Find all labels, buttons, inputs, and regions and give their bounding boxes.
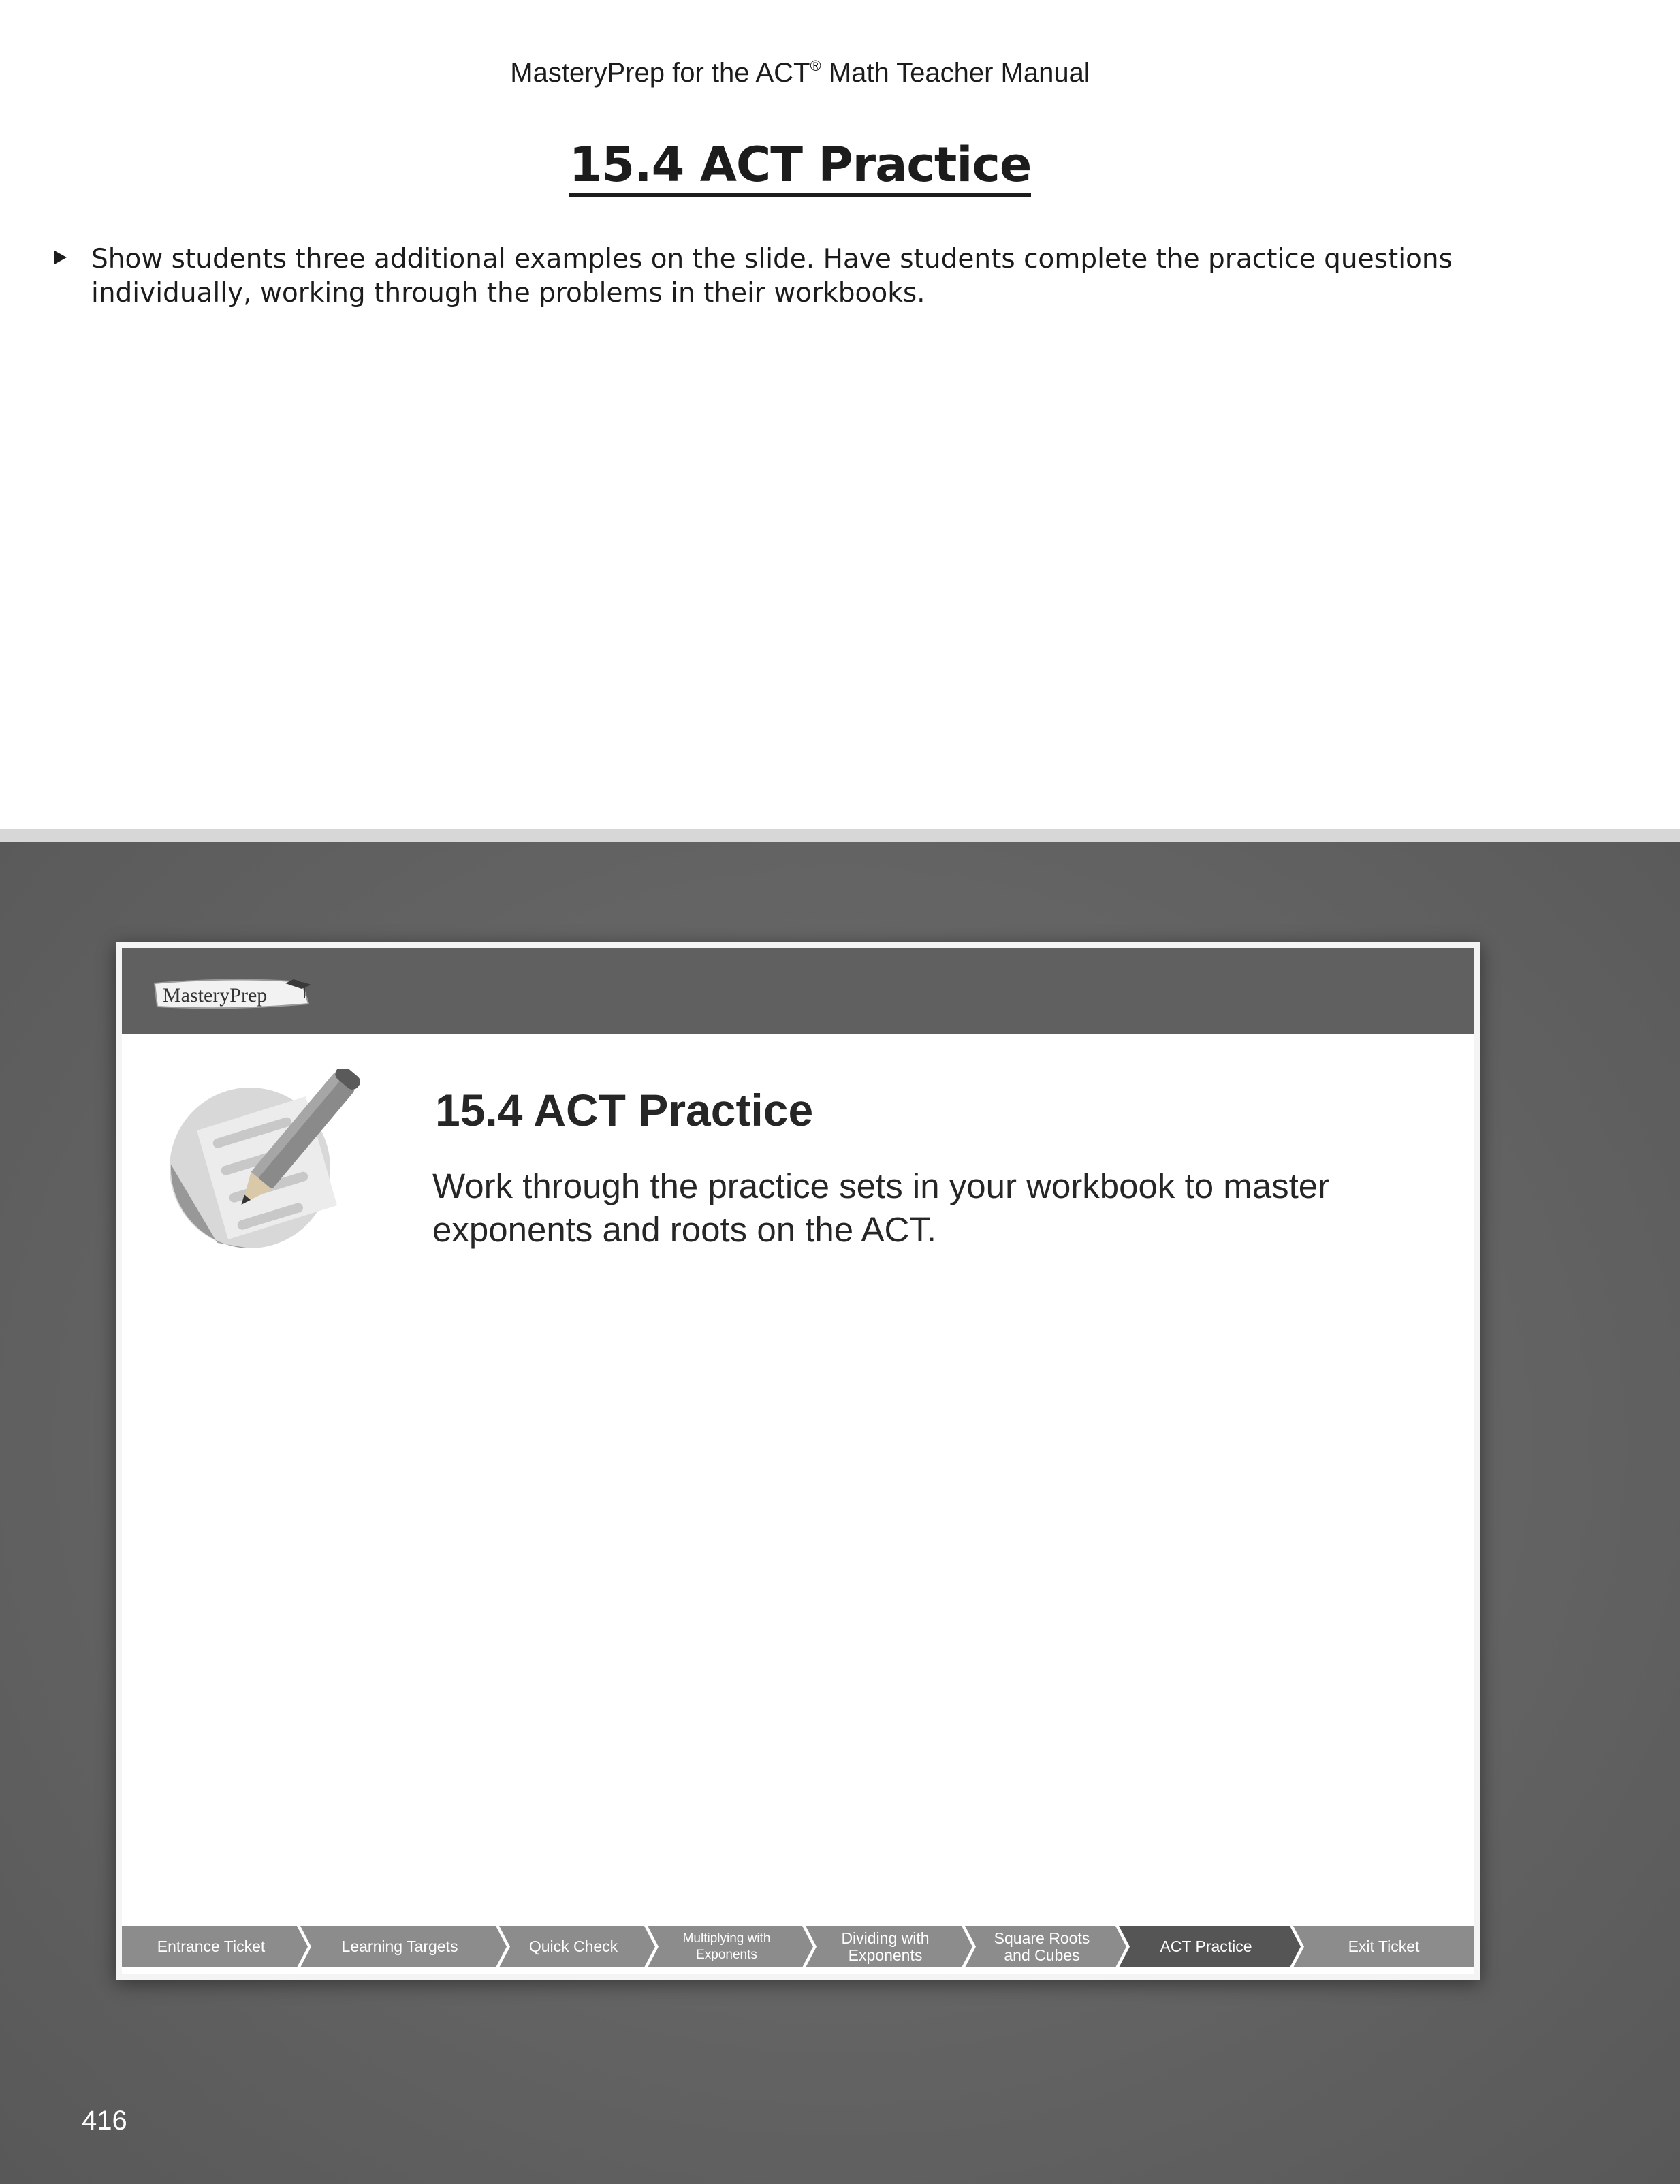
nav-item-multiplying-with-exponents[interactable] xyxy=(648,1926,806,1967)
nav-label: Square Roots and Cubes xyxy=(994,1929,1090,1964)
section-title xyxy=(0,137,1600,197)
slide-header-bar xyxy=(122,948,1474,1034)
nav-label: Entrance Ticket xyxy=(157,1937,266,1955)
masteryprep-logo xyxy=(150,978,313,1011)
slide-body-text: Work through the practice sets in your workbook to master exponents and roots on the ACT. xyxy=(432,1167,1330,1249)
presentation-slide xyxy=(116,942,1480,1980)
lesson-progress-nav xyxy=(122,1926,1474,1967)
nav-item-square-roots-and-cubes[interactable] xyxy=(965,1926,1119,1967)
registered-mark: ® xyxy=(810,57,821,74)
svg-text:MasteryPrep: MasteryPrep xyxy=(163,984,268,1007)
board-divider xyxy=(0,829,1680,842)
bullet-arrow-icon xyxy=(54,251,67,264)
nav-item-quick-check[interactable] xyxy=(499,1926,648,1967)
page-number: 416 xyxy=(82,2106,127,2136)
nav-item-entrance-ticket[interactable] xyxy=(122,1926,300,1967)
running-head-suffix: Math Teacher Manual xyxy=(821,58,1090,88)
nav-item-act-practice[interactable] xyxy=(1119,1926,1293,1967)
running-head-title: MasteryPrep for the ACT xyxy=(510,58,810,88)
nav-label: Dividing with Exponents xyxy=(841,1929,930,1964)
instruction-bullet xyxy=(54,242,1573,311)
slide-title: 15.4 ACT Practice xyxy=(435,1085,814,1135)
nav-label: Exit Ticket xyxy=(1348,1937,1420,1955)
nav-label: ACT Practice xyxy=(1160,1937,1252,1955)
nav-item-learning-targets[interactable] xyxy=(300,1926,499,1967)
instruction-text: Show students three additional examples on the slide. Have students complete the practice questions individually, working through the problems in their workbooks. xyxy=(91,244,1453,308)
nav-label: Learning Targets xyxy=(341,1937,458,1955)
nav-item-dividing-with-exponents[interactable] xyxy=(806,1926,965,1967)
nav-item-exit-ticket[interactable] xyxy=(1293,1926,1474,1967)
nav-label: Multiplying with Exponents xyxy=(682,1931,771,1962)
running-head xyxy=(0,57,1600,89)
pencil-worksheet-icon xyxy=(170,1069,374,1273)
section-title-text: 15.4 ACT Practice xyxy=(569,140,1032,197)
nav-label: Quick Check xyxy=(528,1937,618,1955)
